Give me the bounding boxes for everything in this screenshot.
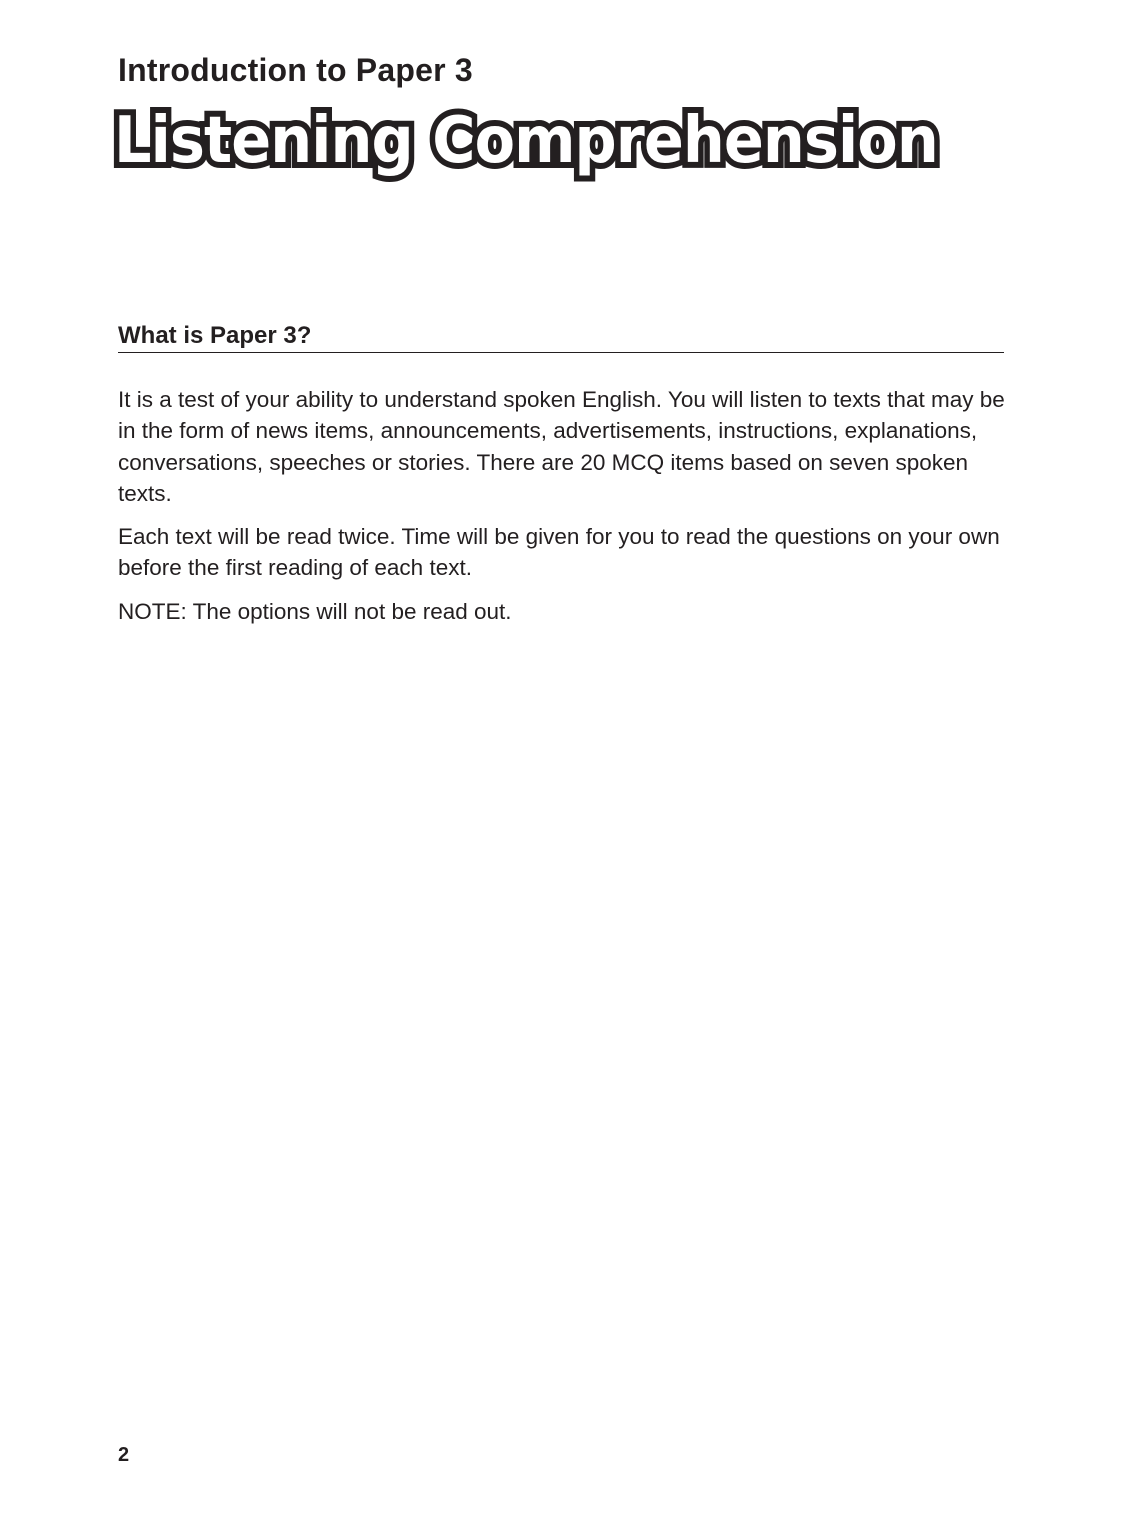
- page-title: Listening Comprehension: [114, 104, 938, 178]
- paragraph: Each text will be read twice. Time will be given for you to read the questions on your own before the first reading of each text.: [118, 524, 1000, 581]
- section-body: [118, 384, 1008, 639]
- section-heading: What is Paper 3?: [118, 322, 1004, 353]
- page-number: 2: [118, 1444, 130, 1466]
- note-paragraph: NOTE: The options will not be read out.: [118, 598, 512, 624]
- intro-heading: Introduction to Paper 3: [118, 52, 473, 88]
- paragraph: It is a test of your ability to understand spoken English. You will listen to texts that may be in the form of news items, announcements, advertisements, instructions, explanations, conversations, speeches or stories. There are 20 MCQ items based on seven spoken texts.: [118, 387, 1005, 506]
